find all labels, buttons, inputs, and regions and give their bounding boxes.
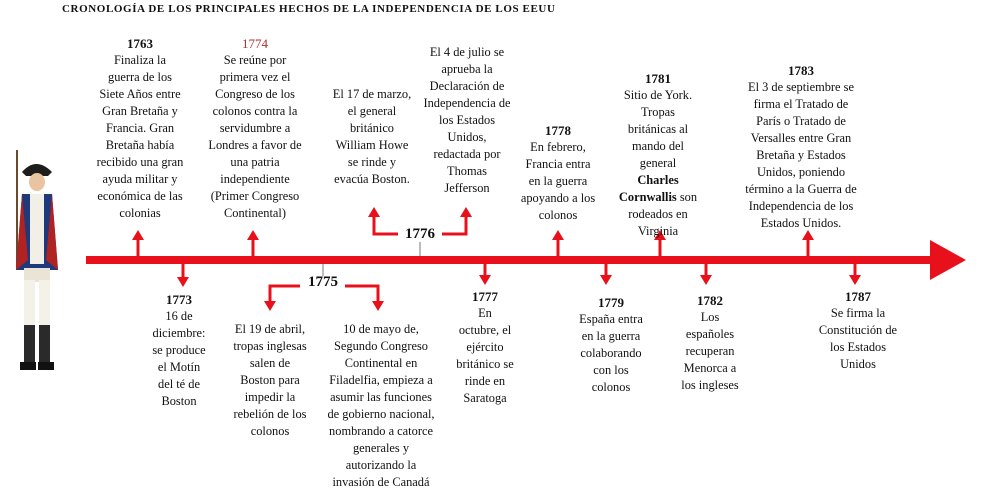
event-1763-line: ayuda militar y [102, 172, 178, 186]
bracket-1776-left-head [368, 207, 380, 217]
bracket-1776-right-head [460, 207, 472, 217]
event-1775-april-line: tropas inglesas [233, 339, 307, 353]
event-1778-line: apoyando a los [520, 191, 596, 205]
event-1781-line: Virginia [637, 224, 679, 238]
event-1787 [808, 288, 908, 373]
arrow-down-1782 [700, 264, 712, 285]
event-1763-line: recibido una gran [96, 155, 184, 169]
event-1775-april-line: salen de [249, 356, 291, 370]
event-1778-line: colonos [538, 208, 578, 222]
page-title: CRONOLOGÍA DE LOS PRINCIPALES HECHOS DE LA INDEPENDENCIA DE LOS EEUU [62, 3, 556, 15]
arrow-up-1778 [552, 230, 564, 256]
event-1773-line: el Motín [157, 360, 201, 374]
event-1782-line: recuperan [685, 344, 735, 358]
event-1781-year: 1781 [645, 71, 671, 86]
event-1774-line: primera vez el [219, 70, 291, 84]
event-1776-july-line: los Estados [438, 113, 496, 127]
event-1778-line: en la guerra [528, 174, 588, 188]
event-1787-line: los Estados [829, 340, 887, 354]
arrow-up-1783 [802, 230, 814, 256]
event-1775-may-line: de gobierno nacional, [327, 407, 435, 421]
event-1763-line: Siete Años entre [99, 87, 181, 101]
event-1763-line: económica de las [97, 189, 183, 203]
event-1775-may-line: generales y [352, 441, 410, 455]
event-1776-july [417, 44, 517, 197]
event-1773-line: diciembre: [152, 326, 206, 340]
event-1776-july-line: Declaración de [429, 79, 505, 93]
event-1776-july-line: aprueba la [441, 62, 493, 76]
event-1774-line: Continental) [224, 206, 286, 220]
event-1783-line: Bretaña y Estados [756, 148, 846, 162]
event-1777-line: En [478, 306, 492, 320]
timeline-axis [86, 256, 936, 264]
event-1777-year: 1777 [472, 289, 498, 304]
year-1775-label: 1775 [308, 274, 338, 290]
continental-soldier-image [2, 150, 72, 410]
event-1774-line: Se reúne por [223, 53, 287, 67]
event-1773-line: 16 de [165, 309, 193, 323]
event-1773 [140, 291, 218, 410]
event-1763-line: Gran Bretaña y [102, 104, 178, 118]
event-1783-line: El 3 de septiembre se [748, 80, 854, 94]
event-1787-line: Unidos [840, 357, 876, 371]
event-1781-line: rodeados en [628, 207, 688, 221]
event-1773-line: del té de [158, 377, 200, 391]
event-1783-line: Unidos, poniendo [756, 165, 846, 179]
event-1776-march-line: William Howe [335, 138, 409, 152]
event-1783-line: Versalles entre Gran [750, 131, 852, 145]
event-1775-may-line: asumir las funciones [330, 390, 432, 404]
event-1782-line: Los [700, 310, 720, 324]
event-1779-line: colonos [591, 380, 631, 394]
arrow-down-1773 [177, 264, 189, 287]
event-1781-line: son [679, 190, 698, 204]
event-1775-april [222, 321, 318, 440]
event-1783-year: 1783 [788, 63, 814, 78]
event-1778-line: Francia entra [525, 157, 591, 171]
event-1774-line: Londres a favor de [208, 138, 302, 152]
event-1775-may-line: autorizando la [345, 458, 417, 472]
event-1779 [567, 294, 655, 396]
event-1778-line: En febrero, [530, 140, 586, 154]
event-1774-line: colonos contra la [212, 104, 298, 118]
event-1782-line: los ingleses [681, 378, 739, 392]
event-1787-line: Se firma la [830, 306, 886, 320]
event-1775-april-line: impedir la [244, 390, 296, 404]
event-1781-line: Tropas [641, 105, 675, 119]
event-1783-line: Independencia de los [748, 199, 854, 213]
event-1787-line: Constitución de [818, 323, 898, 337]
event-1775-may-line: invasión de Canadá [332, 475, 430, 489]
event-1763-line: guerra de los [108, 70, 172, 84]
event-1775-may-line: Filadelfia, empieza a [329, 373, 433, 387]
event-1774-year: 1774 [242, 36, 268, 51]
event-1783-line: término a la Guerra de [745, 182, 857, 196]
event-1779-line: en la guerra [581, 329, 641, 343]
arrow-down-1787 [849, 264, 861, 285]
event-1774 [198, 35, 312, 222]
event-1776-march-line: el general [347, 104, 397, 118]
event-1773-line: Boston [161, 394, 197, 408]
event-1782 [670, 292, 750, 394]
event-1776-march-line: británico [349, 121, 395, 135]
event-1781-bold-line: Cornwallis [618, 190, 677, 204]
event-1777-line: británico se [456, 357, 514, 371]
year-1776-label: 1776 [405, 226, 435, 242]
event-1775-may-line: Continental en [344, 356, 418, 370]
timeline-arrowhead [930, 240, 966, 280]
event-1775-april-line: rebelión de los [233, 407, 307, 421]
event-1782-line: Menorca a [683, 361, 737, 375]
event-1781-line: general [639, 156, 677, 170]
event-1781-line: británicas al [627, 122, 689, 136]
event-1779-line: España entra [579, 312, 643, 326]
event-1776-july-line: Unidos, [447, 130, 487, 144]
event-1778 [510, 122, 606, 224]
event-1774-line: independiente [220, 172, 290, 186]
arrow-up-1763 [132, 230, 144, 256]
event-1763-line: Finaliza la [114, 53, 166, 67]
event-1777-line: ejército [466, 340, 504, 354]
event-1781-line: Sitio de York. [623, 88, 693, 102]
event-1781 [608, 70, 708, 240]
event-1776-july-line: redactada por [433, 147, 501, 161]
arrow-down-1779 [600, 264, 612, 285]
event-1779-line: colaborando [580, 346, 642, 360]
event-1777-line: Saratoga [463, 391, 507, 405]
event-1776-july-line: El 4 de julio se [429, 45, 505, 59]
event-1775-may [318, 321, 444, 491]
event-1774-line: una patria [230, 155, 280, 169]
event-1763 [90, 35, 190, 222]
event-1779-line: con los [593, 363, 629, 377]
event-1773-line: se produce [152, 343, 206, 357]
event-1776-july-line: Jefferson [444, 181, 490, 195]
event-1787-year: 1787 [845, 289, 871, 304]
event-1775-april-line: El 19 de abril, [234, 322, 306, 336]
event-1776-july-line: Independencia de [423, 96, 511, 110]
arrow-down-1777 [479, 264, 491, 285]
event-1776-march-line: evacúa Boston. [334, 172, 410, 186]
event-1783-line: firma el Tratado de [753, 97, 849, 111]
event-1776-march [322, 86, 422, 188]
event-1779-year: 1779 [598, 295, 624, 310]
event-1777-line: octubre, el [458, 323, 512, 337]
event-1782-year: 1782 [697, 293, 723, 308]
bracket-1775-left-head [264, 301, 276, 311]
event-1775-may-line: 10 de mayo de, [343, 322, 419, 336]
event-1774-line: (Primer Congreso [210, 189, 300, 203]
arrow-up-1774 [247, 230, 259, 256]
event-1783 [735, 62, 867, 232]
event-1774-line: Congreso de los [215, 87, 295, 101]
event-1763-line: Bretaña había [105, 138, 175, 152]
bracket-1776-left [374, 216, 398, 234]
event-1775-april-line: colonos [250, 424, 290, 438]
event-1781-bold-line: Charles [637, 173, 679, 187]
event-1777-line: rinde en [464, 374, 506, 388]
event-1783-line: París o Tratado de [756, 114, 846, 128]
bracket-1776-right [442, 216, 466, 234]
event-1775-may-line: Segundo Congreso [334, 339, 428, 353]
event-1775-april-line: Boston para [240, 373, 300, 387]
event-1777 [448, 288, 522, 407]
bracket-1775-right [345, 286, 378, 302]
bracket-1775-right-head [372, 301, 384, 311]
event-1773-year: 1773 [166, 292, 192, 307]
event-1776-march-line: se rinde y [347, 155, 397, 169]
event-1763-year: 1763 [127, 36, 153, 51]
event-1775-may-line: nombrando a catorce [329, 424, 433, 438]
event-1781-line: mando del [632, 139, 684, 153]
event-1776-march-line: El 17 de marzo, [332, 87, 412, 101]
event-1782-line: españoles [685, 327, 735, 341]
event-1778-year: 1778 [545, 123, 571, 138]
bracket-1775-left [270, 286, 300, 302]
event-1763-line: Francia. Gran [105, 121, 175, 135]
event-1776-july-line: Thomas [447, 164, 487, 178]
event-1774-line: servidumbre a [219, 121, 291, 135]
event-1763-line: colonias [119, 206, 161, 220]
event-1783-line: Estados Unidos. [760, 216, 842, 230]
